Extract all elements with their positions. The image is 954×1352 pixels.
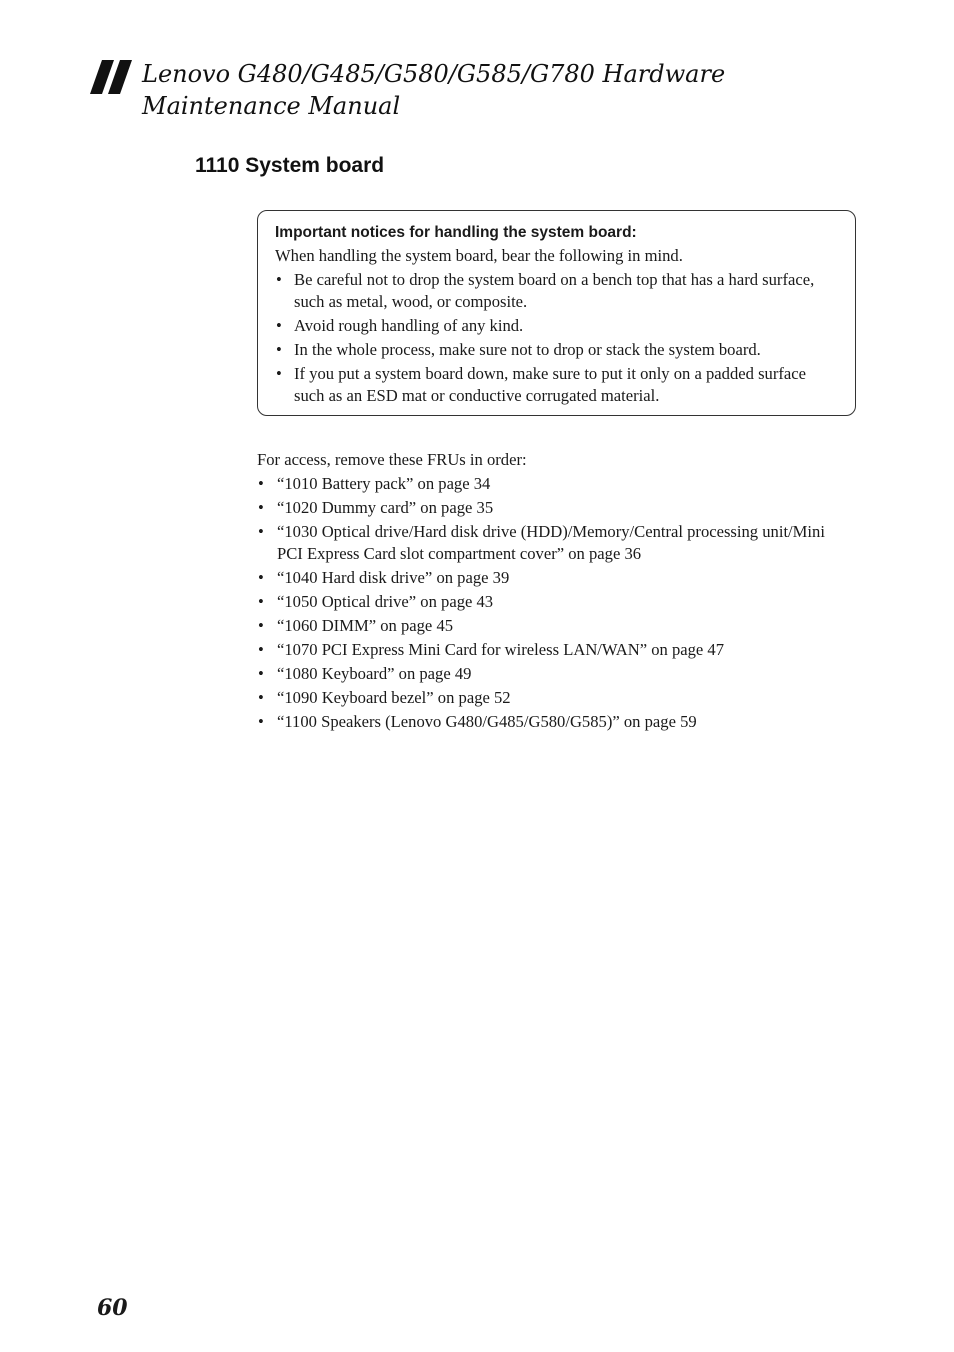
bullet-icon: •: [258, 592, 264, 611]
notice-list: [275, 269, 839, 407]
fru-list-item[interactable]: [257, 567, 847, 589]
fru-list-item[interactable]: [257, 711, 847, 733]
fru-link[interactable]: “1100 Speakers (Lenovo G480/G485/G580/G585)” on page 59: [277, 712, 697, 731]
double-slash-mark-icon: [90, 60, 136, 94]
bullet-icon: •: [258, 664, 264, 683]
bullet-icon: •: [258, 712, 264, 731]
bullet-icon: •: [258, 498, 264, 517]
notice-list-item: [275, 339, 839, 361]
bullet-icon: •: [258, 616, 264, 635]
bullet-icon: •: [258, 568, 264, 587]
fru-link[interactable]: “1040 Hard disk drive” on page 39: [277, 568, 510, 587]
fru-intro: For access, remove these FRUs in order:: [257, 450, 527, 469]
fru-list-item[interactable]: [257, 591, 847, 613]
fru-link[interactable]: “1020 Dummy card” on page 35: [277, 498, 494, 517]
fru-list-item[interactable]: [257, 663, 847, 685]
section-heading: 1110 System board: [195, 154, 385, 177]
fru-link[interactable]: “1050 Optical drive” on page 43: [277, 592, 494, 611]
fru-list-item[interactable]: [257, 615, 847, 637]
notice-title: Important notices for handling the system board:: [275, 224, 637, 241]
fru-link[interactable]: “1010 Battery pack” on page 34: [277, 474, 491, 493]
bullet-icon: •: [258, 640, 264, 659]
fru-link[interactable]: “1090 Keyboard bezel” on page 52: [277, 688, 511, 707]
bullet-icon: •: [258, 688, 264, 707]
manual-title: Lenovo G480/G485/G580/G585/G780 Hardware Maintenance Manual: [142, 60, 726, 120]
notice-item-text: In the whole process, make sure not to drop or stack the system board.: [294, 340, 761, 359]
fru-link[interactable]: “1060 DIMM” on page 45: [277, 616, 454, 635]
notice-box: [257, 210, 856, 416]
notice-list-item: [275, 269, 839, 313]
notice-list-item: [275, 363, 839, 407]
fru-list-item[interactable]: [257, 521, 847, 565]
bullet-icon: •: [276, 316, 282, 335]
fru-link[interactable]: “1030 Optical drive/Hard disk drive (HDD)/Memory/Central processing unit/Mini PCI Express Card slot compartment cover” on page 36: [277, 522, 825, 563]
fru-list-item[interactable]: [257, 639, 847, 661]
fru-list-item[interactable]: [257, 687, 847, 709]
bullet-icon: •: [258, 522, 264, 541]
notice-item-text: Be careful not to drop the system board on a bench top that has a hard surface, such as metal, wood, or composite.: [294, 270, 815, 311]
fru-list-item[interactable]: [257, 473, 847, 495]
bullet-icon: •: [276, 270, 282, 289]
fru-link[interactable]: “1080 Keyboard” on page 49: [277, 664, 472, 683]
page-number: 60: [97, 1295, 128, 1321]
fru-link[interactable]: “1070 PCI Express Mini Card for wireless LAN/WAN” on page 47: [277, 640, 725, 659]
fru-removal-section: [257, 449, 847, 735]
notice-list-item: [275, 315, 839, 337]
bullet-icon: •: [276, 364, 282, 383]
fru-list: [257, 473, 847, 733]
notice-intro: When handling the system board, bear the following in mind.: [275, 246, 683, 265]
bullet-icon: •: [258, 474, 264, 493]
fru-list-item[interactable]: [257, 497, 847, 519]
notice-item-text: Avoid rough handling of any kind.: [294, 316, 524, 335]
notice-item-text: If you put a system board down, make sure to put it only on a padded surface such as an ESD mat or conductive corrugated material.: [294, 364, 806, 405]
bullet-icon: •: [276, 340, 282, 359]
